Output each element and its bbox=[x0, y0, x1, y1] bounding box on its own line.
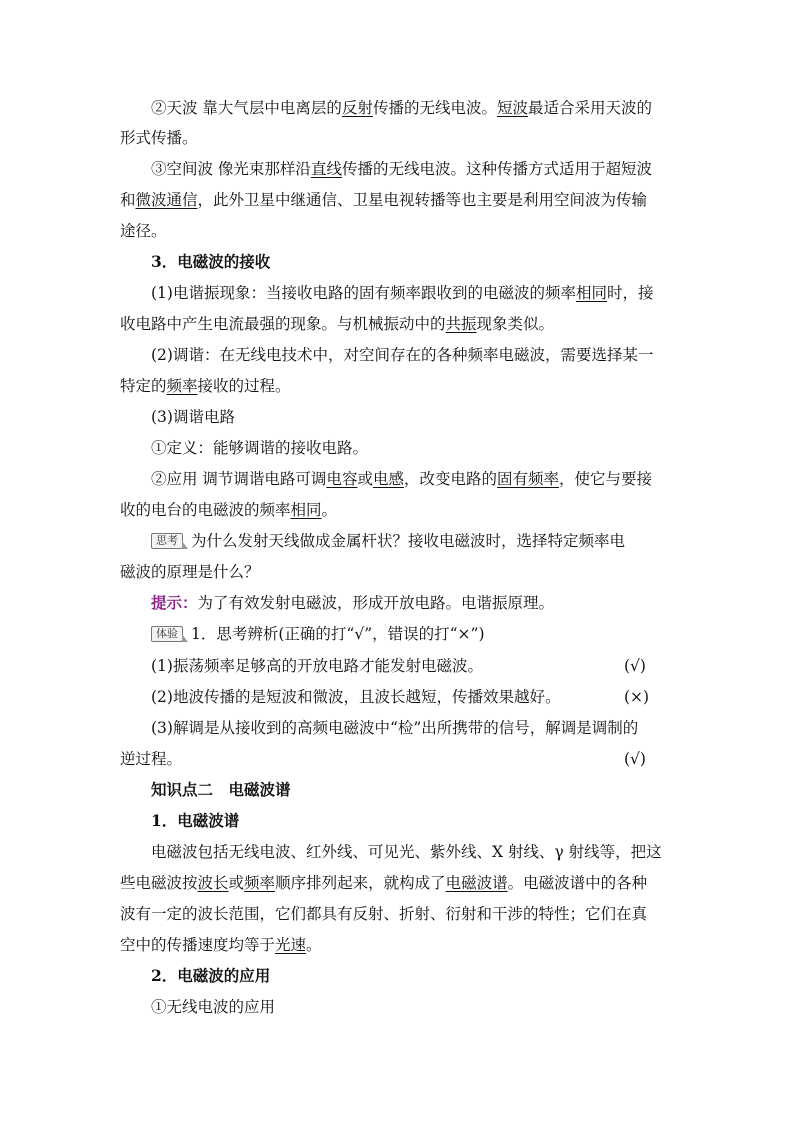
paragraph-line: 波有一定的波长范围，它们都具有反射、折射、衍射和干涉的特性；它们在真 bbox=[120, 905, 648, 923]
section-title: 知识点二 电磁波谱 bbox=[151, 780, 291, 799]
question-line: 逆过程。 bbox=[120, 750, 183, 768]
hint-label: 提示： bbox=[151, 593, 198, 612]
paragraph-line: (2)调谐：在无线电技术中，对空间存在的各种频率电磁波，需要选择某一 bbox=[151, 346, 654, 364]
answer-mark: (√) bbox=[624, 657, 646, 675]
paragraph-line: ③空间波 像光束那样沿直线传播的无线电波。这种传播方式适用于超短波 bbox=[151, 160, 652, 178]
paragraph-line: 途径。 bbox=[120, 222, 167, 240]
section-heading: 2．电磁波的应用 bbox=[151, 966, 271, 985]
paragraph-line: 收电路中产生电流最强的现象。与机械振动中的共振现象类似。 bbox=[120, 315, 555, 333]
section-heading: 3．电磁波的接收 bbox=[151, 252, 271, 271]
paragraph-line: 特定的频率接收的过程。 bbox=[120, 377, 291, 395]
paragraph-line: 和微波通信，此外卫星中继通信、卫星电视转播等也主要是利用空间波为传输 bbox=[120, 191, 648, 209]
section-heading: 1．电磁波谱 bbox=[151, 811, 240, 830]
paragraph-line: 电磁波包括无线电波、红外线、可见光、紫外线、X 射线、γ 射线等，把这 bbox=[151, 843, 662, 861]
paragraph-line: 形式传播。 bbox=[120, 129, 198, 147]
paragraph-line: 思考 为什么发射天线做成金属杆状？接收电磁波时，选择特定频率电 bbox=[151, 530, 707, 552]
question-line: (2)地波传播的是短波和微波，且波长越短，传播效果越好。 bbox=[151, 688, 561, 706]
think-tag: 思考 bbox=[151, 533, 183, 549]
answer-mark: (×) bbox=[624, 688, 650, 706]
paragraph-line: ①定义：能够调谐的接收电路。 bbox=[151, 439, 369, 457]
paragraph-line: (3)调谐电路 bbox=[151, 408, 235, 426]
paragraph-line: 磁波的原理是什么？ bbox=[120, 563, 260, 581]
paragraph-line: 收的电台的电磁波的频率相同。 bbox=[120, 501, 338, 519]
answer-mark: (√) bbox=[624, 750, 646, 768]
question-line: (1)振荡频率足够高的开放电路才能发射电磁波。 bbox=[151, 657, 483, 675]
paragraph-line: 些电磁波按波长或频率顺序排列起来，就构成了电磁波谱。电磁波谱中的各种 bbox=[120, 874, 648, 892]
paragraph-line: 体验 1．思考辨析(正确的打“√”，错误的打“×”) bbox=[151, 623, 707, 645]
paragraph-line: 空中的传播速度均等于光速。 bbox=[120, 936, 322, 954]
paragraph-line: (1)电谐振现象：当接收电路的固有频率跟收到的电磁波的频率相同时，接 bbox=[151, 284, 654, 302]
question-line: (3)解调是从接收到的高频电磁波中“检”出所携带的信号，解调是调制的 bbox=[151, 719, 639, 737]
hint-line: 提示：为了有效发射电磁波，形成开放电路。电谐振原理。 bbox=[151, 593, 555, 612]
paragraph-line: ①无线电波的应用 bbox=[151, 998, 276, 1016]
paragraph-line: ②应用 调节调谐电路可调电容或电感，改变电路的固有频率，使它与要接 bbox=[151, 470, 653, 488]
experience-tag: 体验 bbox=[151, 626, 183, 642]
paragraph-line: ②天波 靠大气层中电离层的反射传播的无线电波。短波最适合采用天波的 bbox=[151, 99, 652, 117]
